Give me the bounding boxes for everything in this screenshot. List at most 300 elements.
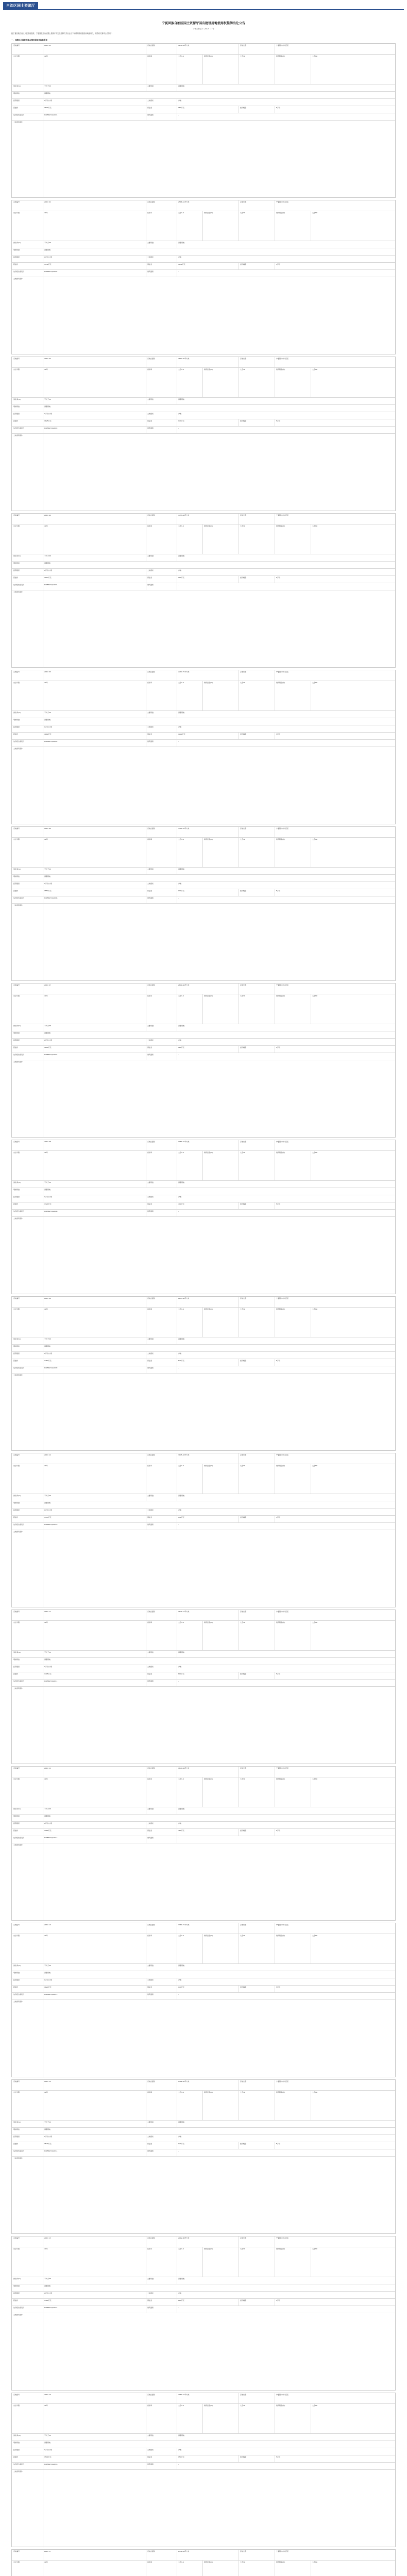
parcel-label-invest: 投资强度 [13,726,20,728]
parcel-row [12,1453,395,1464]
parcel-label-id: 宗地编号 [13,984,20,986]
parcel-label-use: 主要用途 [147,2121,154,2123]
parcel-label-height: 建筑限高(米) [276,1778,285,1780]
parcel-label-density: 建筑密度(%) [204,1621,213,1623]
parcel-value-area: 4455.08平方米 [178,514,190,516]
parcel-label-green: 绿化率(%) [13,1338,21,1340]
parcel-label-deposit: 保证金 [147,2456,152,2458]
doc-title: 宁夏回族自治区国土资源厅国有建设用地使用权挂牌出让公告 [161,22,245,25]
parcel-label-id: 宗地编号 [13,2237,20,2239]
parcel-value-deposit: 960万元 [178,1046,184,1048]
parcel-row [12,2433,395,2441]
parcel-value-invest: 0万元/公顷 [44,413,52,415]
parcel-value-far: 大于1.0 [178,2561,184,2563]
parcel-label-id: 宗地编号 [13,44,20,46]
parcel-value-building: - [178,1993,179,1995]
parcel-label-appraisal: 估价报告备案号 [13,1367,25,1369]
parcel-label-location: 宗地坐落 [240,1297,247,1299]
parcel-value-detail: 商服用地 [44,1815,51,1817]
parcel-value-years: 40年 [44,2091,48,2093]
parcel-value-deposit: 940万元 [178,1516,184,1518]
parcel-row [12,1140,395,1150]
parcel-label-start: 起始价 [13,420,19,422]
parcel-value-location: 宁夏银川市兴庆区 [276,671,289,673]
parcel-value-notes [43,2313,396,2391]
parcel-row [12,433,395,512]
parcel-row [12,2469,395,2548]
parcel-value-green: 不大于35 [44,1181,51,1183]
parcel-label-location: 宗地坐落 [240,2550,247,2552]
parcel-row [12,1620,395,1650]
parcel-label-green: 绿化率(%) [13,1651,21,1653]
parcel-label-height: 建筑限高(米) [276,2561,285,2563]
parcel-value-step: 5万元 [276,1516,280,1518]
parcel-row [12,2462,395,2469]
parcel-value-start: 1510万元 [44,577,52,579]
parcel-label-status: 土地现状 [147,413,154,415]
parcel-value-start: 1740万元 [44,263,52,265]
parcel-value-location: 宁夏银川市兴庆区 [276,2237,289,2239]
parcel-value-green: 不大于35 [44,1495,51,1497]
parcel-value-green: 不大于35 [44,711,51,714]
parcel-value-id: 2017-16 [44,2394,51,2396]
parcel-row [12,54,395,84]
parcel-label-use: 主要用途 [147,398,154,400]
parcel-value-step: 5万元 [276,1203,280,1205]
parcel-value-area: 2544.12平方米 [178,1611,190,1613]
parcel-value-years: 40年 [44,1151,48,1154]
parcel-row [12,2298,395,2306]
parcel-value-id: 2017-04 [44,514,51,516]
parcel-label-use: 主要用途 [147,555,154,557]
parcel-label-status: 土地现状 [147,99,154,101]
parcel-label-location: 宗地坐落 [240,201,247,203]
parcel-row [12,211,395,241]
parcel-label-building: 建筑面积 [147,1993,154,1995]
parcel-label-area: 宗地总面积 [147,1454,156,1456]
parcel-value-height: 大于80 [312,1151,317,1154]
parcel-label-location: 宗地坐落 [240,671,247,673]
parcel-label-detail: 明细用途 [13,719,20,721]
parcel-value-notes [43,2157,396,2234]
parcel-label-area: 宗地总面积 [147,2550,156,2552]
parcel-label-density: 建筑密度(%) [204,212,213,214]
parcel-value-invest: 0万元/公顷 [44,1352,52,1354]
parcel-label-detail: 明细用途 [13,1815,20,1817]
parcel-label-years: 出让年限 [13,2404,20,2406]
parcel-label-detail: 明细用途 [13,1972,20,1974]
parcel-value-status: 净地 [178,2136,182,2138]
parcel-label-area: 宗地总面积 [147,1141,156,1143]
parcel-label-invest: 投资强度 [13,569,20,571]
parcel-row [12,1828,395,1836]
parcel-label-building: 建筑面积 [147,2150,154,2152]
parcel-label-location: 宗地坐落 [240,1611,247,1613]
parcel-value-status: 净地 [178,726,182,728]
parcel-row [12,44,395,54]
parcel-value-area: 3320.10平方米 [178,827,190,829]
parcel-value-density: 大于30 [240,1778,245,1780]
parcel-value-id: 2017-15 [44,2237,51,2239]
parcel-label-step: 加价幅度 [240,1673,247,1675]
parcel-label-appraisal: 估价报告备案号 [13,1837,25,1839]
parcel-value-id: 2017-13 [44,1924,51,1926]
parcel-row [12,2142,395,2149]
parcel-value-height: 大于80 [312,1308,317,1310]
parcel-label-area: 宗地总面积 [147,827,156,829]
parcel-label-height: 建筑限高(米) [276,1465,285,1467]
parcel-row [12,718,395,725]
parcel-label-area: 宗地总面积 [147,44,156,46]
parcel-value-use: 商服用地 [178,242,185,244]
parcel-label-invest: 投资强度 [13,1039,20,1041]
parcel-label-building: 建筑面积 [147,2307,154,2309]
parcel-label-status: 土地现状 [147,1509,154,1511]
parcel-row [12,725,395,732]
parcel-row [12,1665,395,1672]
parcel-value-far: 大于1.0 [178,525,184,527]
parcel-label-density: 建筑密度(%) [204,1308,213,1310]
parcel-row [12,277,395,355]
parcel-label-deposit: 保证金 [147,733,152,735]
parcel-row [12,2455,395,2462]
parcel-label-step: 加价幅度 [240,420,247,422]
parcel-value-notes [43,590,396,668]
parcel-value-appraisal: 6405617QA0007 [44,1054,58,1056]
parcel-label-use: 主要用途 [147,868,154,870]
parcel-value-years: 40年 [44,838,48,840]
parcel-label-step: 加价幅度 [240,1986,247,1988]
parcel-label-far: 容积率 [147,525,152,527]
parcel-value-status: 净地 [178,1039,182,1041]
header-tab[interactable]: 自治区国土资源厅 [3,2,38,10]
parcel-row [12,514,395,524]
parcel-value-far: 大于1.0 [178,2091,184,2093]
parcel-value-invest: 0万元/公顷 [44,2449,52,2451]
parcel-label-detail: 明细用途 [13,1189,20,1191]
parcel-label-density: 建筑密度(%) [204,995,213,997]
parcel-value-density: 大于30 [240,2091,245,2093]
parcel-value-invest: 0万元/公顷 [44,1822,52,1824]
parcel-label-density: 建筑密度(%) [204,2248,213,2250]
parcel-label-years: 出让年限 [13,1465,20,1467]
parcel-label-id: 宗地编号 [13,671,20,673]
parcel-label-deposit: 保证金 [147,1203,152,1205]
parcel-label-status: 土地现状 [147,569,154,571]
parcel-label-appraisal: 估价报告备案号 [13,270,25,273]
parcel-value-deposit: 890万元 [178,1673,184,1675]
parcel-label-use: 主要用途 [147,1181,154,1183]
parcel-label-green: 绿化率(%) [13,1808,21,1810]
parcel-label-building: 建筑面积 [147,740,154,742]
parcel-label-appraisal: 估价报告备案号 [13,584,25,586]
parcel-row [12,262,395,269]
parcel-label-area: 宗地总面积 [147,2080,156,2082]
parcel-table [11,983,396,1138]
parcel-row [12,2149,395,2156]
parcel-label-notes: 土地使用条件 [13,434,23,436]
parcel-label-detail: 明细用途 [13,1502,20,1504]
parcel-label-years: 出让年限 [13,1935,20,1937]
parcel-value-start: 1590万元 [44,107,52,109]
parcel-value-appraisal: 6405617QA0004 [44,584,58,586]
parcel-label-id: 宗地编号 [13,1454,20,1456]
parcel-row [12,1373,395,1451]
parcel-value-building: - [178,1523,179,1526]
parcel-value-density: 大于30 [240,2248,245,2250]
parcel-label-location: 宗地坐落 [240,2237,247,2239]
parcel-label-far: 容积率 [147,995,152,997]
parcel-label-use: 主要用途 [147,2434,154,2436]
parcel-value-notes [43,434,396,512]
parcel-value-building: - [178,2150,179,2152]
parcel-row [12,1923,395,1934]
parcel-label-id: 宗地编号 [13,201,20,203]
parcel-value-step: 5万元 [276,733,280,735]
parcel-value-green: 不大于35 [44,1964,51,1967]
parcel-value-detail: 商服用地 [44,1658,51,1660]
parcel-row [12,1999,395,2078]
parcel-label-height: 建筑限高(米) [276,212,285,214]
parcel-label-location: 宗地坐落 [240,358,247,360]
parcel-value-invest: 0万元/公顷 [44,1666,52,1668]
parcel-label-invest: 投资强度 [13,99,20,101]
parcel-label-green: 绿化率(%) [13,711,21,714]
parcel-value-start: 1540万元 [44,2143,52,2145]
parcel-value-density: 大于30 [240,1308,245,1310]
parcel-value-start: 1590万元 [44,2456,52,2458]
parcel-value-id: 2017-01 [44,44,51,46]
parcel-value-status: 净地 [178,1666,182,1668]
parcel-row [12,2441,395,2448]
parcel-value-area: 1870.06平方米 [178,1767,190,1769]
parcel-value-use: 商服用地 [178,711,185,714]
parcel-value-height: 大于80 [312,838,317,840]
parcel-label-appraisal: 估价报告备案号 [13,114,25,116]
parcel-row [12,2156,395,2234]
parcel-row [12,1307,395,1337]
parcel-row [12,1195,395,1202]
parcel-value-appraisal: 6405617QA0011 [44,1680,58,1682]
parcel-label-use: 主要用途 [147,1338,154,1340]
parcel-value-area: 1234.56平方米 [178,44,190,46]
parcel-value-years: 40年 [44,1935,48,1937]
parcel-row [12,2550,395,2560]
parcel-value-years: 40年 [44,2404,48,2406]
parcel-label-height: 建筑限高(米) [276,682,285,684]
parcel-label-invest: 投资强度 [13,2292,20,2294]
parcel-label-far: 容积率 [147,1308,152,1310]
parcel-row [12,2080,395,2090]
parcel-value-id: 2017-12 [44,1767,51,1769]
parcel-value-id: 2017-03 [44,358,51,360]
parcel-row [12,1031,395,1038]
parcel-label-detail: 明细用途 [13,2285,20,2287]
parcel-label-height: 建筑限高(米) [276,55,285,57]
parcel-value-invest: 0万元/公顷 [44,569,52,571]
parcel-row [12,874,395,882]
parcel-row [12,419,395,426]
parcel-label-notes: 土地使用条件 [13,278,23,280]
parcel-row [12,1344,395,1351]
parcel-value-appraisal: 6405617QA0006 [44,897,58,899]
parcel-table [11,1140,396,1294]
parcel-label-step: 加价幅度 [240,1203,247,1205]
parcel-value-area: 3105.48平方米 [178,1454,190,1456]
parcel-label-years: 出让年限 [13,1151,20,1154]
parcel-value-years: 40年 [44,525,48,527]
parcel-row [12,561,395,568]
parcel-label-height: 建筑限高(米) [276,1308,285,1310]
parcel-label-invest: 投资强度 [13,1822,20,1824]
parcel-row [12,1522,395,1530]
doc-intro: 经宁夏回族自治区人民政府批准，宁夏回族自治区国土资源厅决定以挂牌方式出让以下地块的国有建设用地使用权，现将有关事项公告如下： [11,32,113,35]
parcel-label-years: 出让年限 [13,1621,20,1623]
parcel-row [12,91,395,98]
parcel-value-status: 净地 [178,1352,182,1354]
parcel-label-years: 出让年限 [13,368,20,370]
parcel-row [12,1038,395,1045]
parcel-value-appraisal: 6405617QA0016 [44,2463,58,2465]
parcel-label-notes: 土地使用条件 [13,1061,23,1063]
parcel-row [12,1508,395,1515]
parcel-row [12,200,395,211]
parcel-value-height: 大于80 [312,55,317,57]
parcel-row [12,2120,395,2127]
parcel-value-years: 40年 [44,1778,48,1780]
parcel-row [12,2134,395,2142]
parcel-label-appraisal: 估价报告备案号 [13,1054,25,1056]
parcel-value-density: 大于30 [240,368,245,370]
parcel-value-height: 大于80 [312,368,317,370]
parcel-row [12,554,395,561]
parcel-row [12,889,395,896]
parcel-row [12,1188,395,1195]
parcel-label-status: 土地现状 [147,1039,154,1041]
parcel-value-height: 大于80 [312,1935,317,1937]
parcel-row [12,357,395,367]
parcel-label-height: 建筑限高(米) [276,1151,285,1154]
parcel-row [12,710,395,718]
parcel-label-height: 建筑限高(米) [276,2248,285,2250]
parcel-value-height: 大于80 [312,995,317,997]
parcel-row [12,1530,395,1608]
parcel-row [12,1053,395,1060]
parcel-label-deposit: 保证金 [147,420,152,422]
parcel-label-far: 容积率 [147,1621,152,1623]
parcel-value-invest: 0万元/公顷 [44,1039,52,1041]
parcel-value-deposit: 970万元 [178,420,184,422]
parcel-label-notes: 土地使用条件 [13,904,23,906]
parcel-label-years: 出让年限 [13,838,20,840]
parcel-row [12,1686,395,1765]
parcel-table [11,1766,396,1921]
parcel-value-step: 5万元 [276,1673,280,1675]
document [11,13,396,2576]
parcel-row [12,1963,395,1971]
parcel-value-step: 5万元 [276,577,280,579]
parcel-row [12,1814,395,1821]
parcel-value-green: 不大于35 [44,1651,51,1653]
parcel-label-appraisal: 估价报告备案号 [13,1210,25,1212]
parcel-label-detail: 明细用途 [13,405,20,408]
parcel-row [12,882,395,889]
parcel-label-detail: 明细用途 [13,2128,20,2130]
parcel-value-location: 宁夏银川市兴庆区 [276,514,289,516]
parcel-label-invest: 投资强度 [13,413,20,415]
parcel-value-deposit: 920万元 [178,2143,184,2145]
parcel-value-height: 大于80 [312,1778,317,1780]
parcel-row [12,1150,395,1180]
parcel-row [12,1672,395,1679]
parcel-label-density: 建筑密度(%) [204,2091,213,2093]
parcel-row [12,994,395,1024]
parcel-label-start: 起始价 [13,577,19,579]
parcel-label-use: 主要用途 [147,242,154,244]
parcel-label-deposit: 保证金 [147,2143,152,2145]
parcel-row [12,524,395,554]
parcel-label-start: 起始价 [13,1829,19,1832]
parcel-value-detail: 商服用地 [44,2442,51,2444]
parcel-label-area: 宗地总面积 [147,671,156,673]
parcel-row [12,1610,395,1620]
parcel-row [12,1515,395,1522]
parcel-label-building: 建筑面积 [147,1210,154,1212]
parcel-label-deposit: 保证金 [147,1673,152,1675]
parcel-value-location: 宁夏银川市兴庆区 [276,984,289,986]
parcel-row [12,113,395,120]
parcel-label-far: 容积率 [147,368,152,370]
parcel-value-far: 大于1.0 [178,1778,184,1780]
parcel-label-start: 起始价 [13,1203,19,1205]
parcel-value-detail: 商服用地 [44,719,51,721]
parcel-label-id: 宗地编号 [13,2394,20,2396]
parcel-label-id: 宗地编号 [13,1297,20,1299]
parcel-value-appraisal: 6405617QA0009 [44,1367,58,1369]
parcel-value-building: - [178,1837,179,1839]
parcel-label-id: 宗地编号 [13,2550,20,2552]
parcel-value-building: - [178,2307,179,2309]
parcel-value-use: 商服用地 [178,868,185,870]
parcel-value-status: 净地 [178,413,182,415]
parcel-value-years: 40年 [44,2561,48,2563]
parcel-label-building: 建筑面积 [147,1837,154,1839]
parcel-label-density: 建筑密度(%) [204,1151,213,1154]
parcel-value-id: 2017-06 [44,827,51,829]
parcel-value-location: 宁夏银川市兴庆区 [276,1611,289,1613]
parcel-label-green: 绿化率(%) [13,2278,21,2280]
parcel-label-green: 绿化率(%) [13,2434,21,2436]
parcel-label-id: 宗地编号 [13,514,20,516]
parcel-value-location: 宁夏银川市兴庆区 [276,1297,289,1299]
parcel-value-deposit: 930万元 [178,890,184,892]
parcel-label-notes: 土地使用条件 [13,1531,23,1533]
parcel-value-invest: 0万元/公顷 [44,1509,52,1511]
parcel-label-appraisal: 估价报告备案号 [13,2463,25,2465]
parcel-value-step: 5万元 [276,890,280,892]
parcel-label-appraisal: 估价报告备案号 [13,1993,25,1995]
parcel-row [12,2127,395,2134]
parcel-label-start: 起始价 [13,1046,19,1048]
parcel-label-years: 出让年限 [13,995,20,997]
parcel-label-building: 建筑面积 [147,1523,154,1526]
parcel-label-location: 宗地坐落 [240,2394,247,2396]
parcel-value-id: 2017-07 [44,984,51,986]
parcel-label-height: 建筑限高(米) [276,1935,285,1937]
parcel-label-far: 容积率 [147,682,152,684]
parcel-value-start: 1495万元 [44,1673,52,1675]
parcel-label-notes: 土地使用条件 [13,1687,23,1689]
